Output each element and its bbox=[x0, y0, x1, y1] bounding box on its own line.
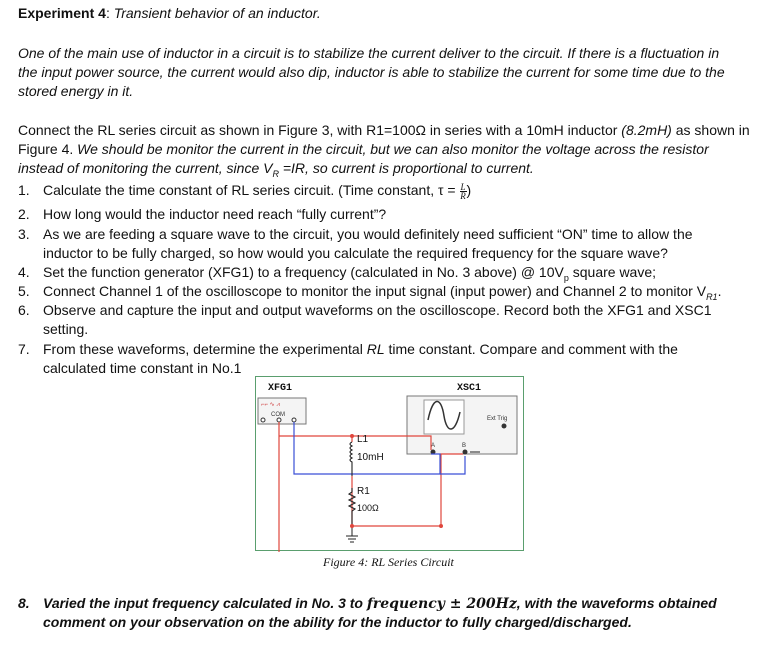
step-7-line bbox=[43, 340, 678, 359]
step-number: 5. bbox=[18, 283, 30, 299]
step-6-line: setting. bbox=[43, 321, 89, 337]
step-text: Set the function generator (XFG1) to a frequency (calculated in No. 3 above) @ 10V bbox=[43, 264, 564, 280]
figure-caption: Figure 4: RL Series Circuit bbox=[323, 555, 454, 569]
setup-text: Figure 4. bbox=[18, 141, 78, 157]
resistor-value: 100Ω bbox=[357, 503, 379, 513]
step-number: 1. bbox=[18, 182, 30, 198]
fraction-numerator: L bbox=[460, 181, 466, 192]
setup-text: =IR, so current is proportional to current. bbox=[278, 160, 534, 176]
waveform-icons: ⌐⌐ ∿ ⩘ bbox=[261, 402, 280, 408]
step-3-line: As we are feeding a square wave to the circuit, you would definitely need sufficient “ON” time to allow the bbox=[43, 226, 693, 242]
step-text-math: 200Hz bbox=[466, 596, 517, 612]
step-number: 4. bbox=[18, 264, 30, 280]
subscript: R1 bbox=[706, 291, 718, 302]
step-text: From these waveforms, determine the experimental bbox=[43, 341, 367, 357]
setup-text: as shown in bbox=[671, 122, 750, 138]
step-number: 2. bbox=[18, 206, 30, 222]
step-6-line: Observe and capture the input and output waveforms on the oscilloscope. Record both the XFG1 and XSC1 bbox=[43, 302, 712, 318]
ext-trig-terminal[interactable] bbox=[502, 424, 507, 429]
step-text: ) bbox=[466, 182, 472, 198]
time-constant-fraction bbox=[460, 183, 467, 200]
setup-text: Connect the RL series circuit as shown in Figure 3, with R1=100Ω in series with a 10mH inductor bbox=[18, 122, 622, 138]
setup-text-alt-value: (8.2mH) bbox=[621, 122, 672, 138]
step-text: time constant. Compare and comment with the bbox=[384, 341, 678, 357]
junction-dot bbox=[350, 434, 354, 438]
step-text: square wave; bbox=[568, 264, 657, 280]
oscilloscope-label: XSC1 bbox=[457, 383, 482, 394]
inductor-name: L1 bbox=[357, 434, 369, 445]
step-text: Calculate the time constant of RL series circuit. (Time constant, τ = bbox=[43, 182, 460, 198]
resistor-name: R1 bbox=[357, 486, 370, 497]
step-text: . bbox=[717, 283, 722, 299]
experiment-heading bbox=[18, 4, 321, 23]
oscilloscope-ext-trig: Ext Trig bbox=[487, 416, 508, 422]
channel-b-label: B bbox=[462, 443, 467, 449]
step-3-line: inductor to be fully charged, so how would you calculate the required frequency for the square wave? bbox=[43, 245, 668, 261]
step-number: 8. bbox=[18, 595, 30, 611]
inductor-value: 10mH bbox=[357, 452, 384, 463]
step-text: Connect Channel 1 of the oscilloscope to monitor the input signal (input power) and Channel 2 to monitor V bbox=[43, 283, 707, 299]
channel-a-label: A bbox=[431, 443, 436, 449]
step-8-line bbox=[43, 594, 717, 614]
step-text-rl: RL bbox=[366, 341, 385, 357]
step-text: , with the waveforms obtained bbox=[516, 595, 717, 611]
step-2: How long would the inductor need reach “fully current”? bbox=[43, 206, 387, 222]
setup-text: instead of monitoring the current, since V bbox=[18, 160, 273, 176]
subscript: p bbox=[563, 272, 569, 283]
setup-line-2 bbox=[18, 140, 709, 159]
setup-line-1 bbox=[18, 121, 750, 140]
step-text-math: ± bbox=[444, 596, 467, 612]
channel-b-terminal[interactable] bbox=[463, 450, 468, 455]
step-text-math: frequency bbox=[366, 596, 445, 612]
setup-text-note: We should be monitor the current in the circuit, but we can also monitor the voltage across the resistor bbox=[77, 141, 709, 157]
rl-circuit-figure bbox=[255, 376, 525, 552]
heading-label: Experiment 4 bbox=[18, 5, 106, 21]
junction-dot bbox=[350, 524, 354, 528]
fraction-denominator: R bbox=[460, 190, 466, 201]
step-8-line: comment on your observation on the ability for the inductor to fully charged/discharged. bbox=[43, 614, 632, 630]
fg-terminal-minus[interactable] bbox=[261, 418, 265, 422]
step-number: 7. bbox=[18, 341, 30, 357]
heading-colon: : bbox=[105, 5, 114, 21]
step-7-line: calculated time constant in No.1 bbox=[43, 360, 242, 376]
fg-terminal-com[interactable] bbox=[277, 418, 281, 422]
step-text: Varied the input frequency calculated in No. 3 to bbox=[43, 595, 367, 611]
step-number: 6. bbox=[18, 302, 30, 318]
fg-terminal-plus[interactable] bbox=[292, 418, 296, 422]
heading-title: Transient behavior of an inductor. bbox=[113, 5, 321, 21]
subscript: R bbox=[272, 168, 279, 179]
junction-dot bbox=[439, 524, 443, 528]
step-1 bbox=[43, 181, 471, 200]
function-generator-com: COM bbox=[271, 412, 285, 418]
function-generator-label: XFG1 bbox=[268, 383, 293, 394]
step-number: 3. bbox=[18, 226, 30, 242]
intro-line: stored energy in it. bbox=[18, 83, 134, 99]
intro-line: the input power source, the current would also dip, inductor is able to stabilize the current for some time due to the bbox=[18, 64, 725, 80]
intro-line: One of the main use of inductor in a circuit is to stabilize the current deliver to the circuit. If there is a fluctuation in bbox=[18, 45, 720, 61]
